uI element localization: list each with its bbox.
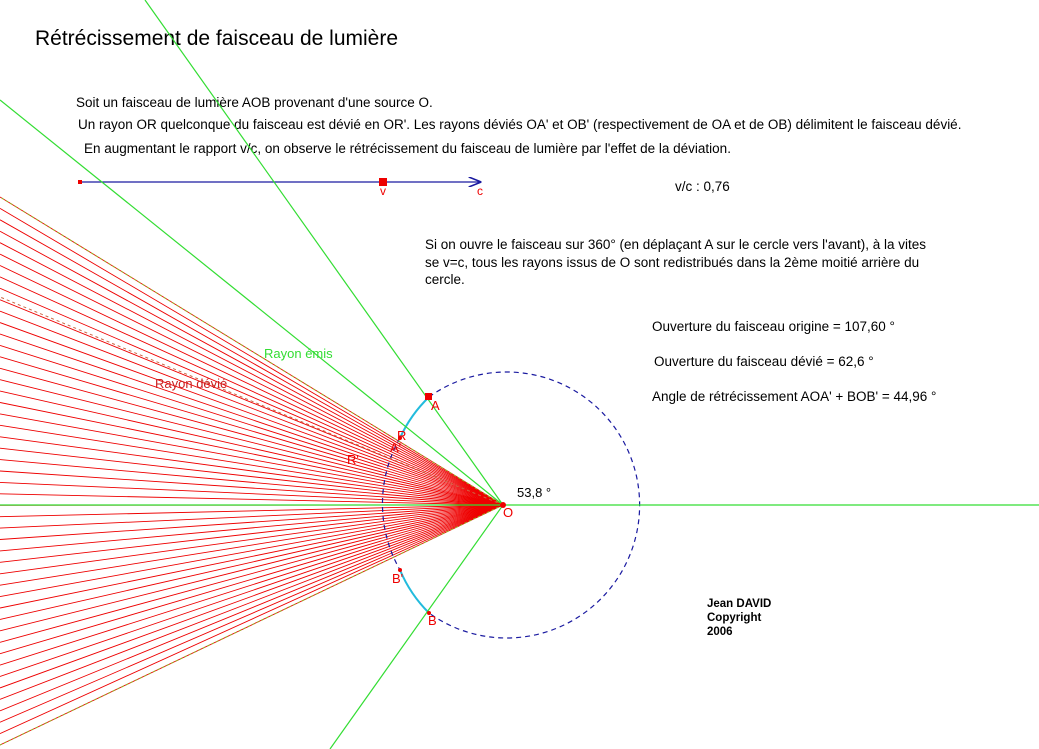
deviated-ray-16 [0, 368, 503, 505]
deviated-ray-30 [0, 505, 503, 528]
deviated-ray-41 [0, 505, 503, 654]
label-o: O [503, 505, 514, 520]
angle-label: 53,8 ° [517, 485, 552, 500]
open360-line-1: Si on ouvre le faisceau sur 360° (en déplaçant A sur le cercle vers l'avant), à la vites [425, 237, 926, 252]
deviated-ray-12 [0, 323, 503, 505]
slider-start-point [78, 180, 82, 184]
open360-line-3: cercle. [425, 272, 465, 287]
label-emitted-ray: Rayon émis [264, 346, 333, 361]
label-aprime: A' [390, 440, 402, 455]
deviated-ray-20 [0, 414, 503, 505]
shrink-angle: Angle de rétrécissement AOA' + BOB' = 44,96 ° [652, 389, 937, 404]
deviated-rays [0, 197, 503, 745]
author-year: 2006 [707, 626, 733, 638]
label-a: A [431, 398, 440, 413]
deviated-ray-36 [0, 505, 503, 597]
deviated-ray-5 [0, 243, 503, 505]
page-title: Rétrécissement de faisceau de lumière [35, 27, 399, 50]
deviated-ray-42 [0, 505, 503, 665]
deviated-ray-14 [0, 345, 503, 505]
label-bprime: B' [392, 571, 404, 586]
arc-b-bprime [400, 570, 429, 613]
deviated-ray-13 [0, 334, 503, 505]
deviated-ray-33 [0, 505, 503, 562]
slider-v-label: v [380, 184, 386, 198]
deviated-ray-23 [0, 448, 503, 505]
ratio-readout: v/c : 0,76 [675, 179, 730, 194]
deviated-ray-32 [0, 505, 503, 551]
deviated-ray-10 [0, 300, 503, 505]
label-r: R [397, 428, 407, 443]
deviated-ray-2 [0, 208, 503, 505]
deviated-ray-35 [0, 505, 503, 585]
intro-line-2: Un rayon OR quelconque du faisceau est dévié en OR'. Les rayons déviés OA' et OB' (respectivement de OA et de OB) délimitent le faisceau dévié. [78, 117, 962, 132]
label-deviated-ray: Rayon dévié [155, 376, 228, 391]
label-b: B [428, 613, 437, 628]
deviated-ray-7 [0, 266, 503, 506]
author-name: Jean DAVID [707, 598, 772, 610]
origin-opening: Ouverture du faisceau origine = 107,60 ° [652, 319, 895, 334]
deviated-ray-37 [0, 505, 503, 608]
deviated-ray-27 [0, 494, 503, 505]
author-copyright: Copyright [707, 612, 762, 624]
deviated-ray-46 [0, 505, 503, 711]
deviated-ray-43 [0, 505, 503, 677]
emitted-ray-line [0, 100, 503, 505]
deviated-ray-4 [0, 231, 503, 505]
deviated-opening: Ouverture du faisceau dévié = 62,6 ° [654, 354, 874, 369]
slider-c-label: c [477, 184, 483, 198]
deviated-ray-15 [0, 357, 503, 505]
intro-line-1: Soit un faisceau de lumière AOB provenant d'une source O. [76, 95, 433, 110]
deviated-ray-24 [0, 460, 503, 505]
label-rprime: R' [347, 452, 359, 467]
open360-line-2: se v=c, tous les rayons issus de O sont redistribués dans la 2ème moitié arrière du [425, 254, 920, 270]
deviated-ray-44 [0, 505, 503, 688]
deviated-ray-19 [0, 403, 503, 506]
deviated-ray-6 [0, 254, 503, 505]
intro-line-3: En augmentant le rapport v/c, on observe le rétrécissement du faisceau de lumière par l'effet de la déviation. [84, 141, 731, 156]
deviated-ray-3 [0, 220, 503, 505]
